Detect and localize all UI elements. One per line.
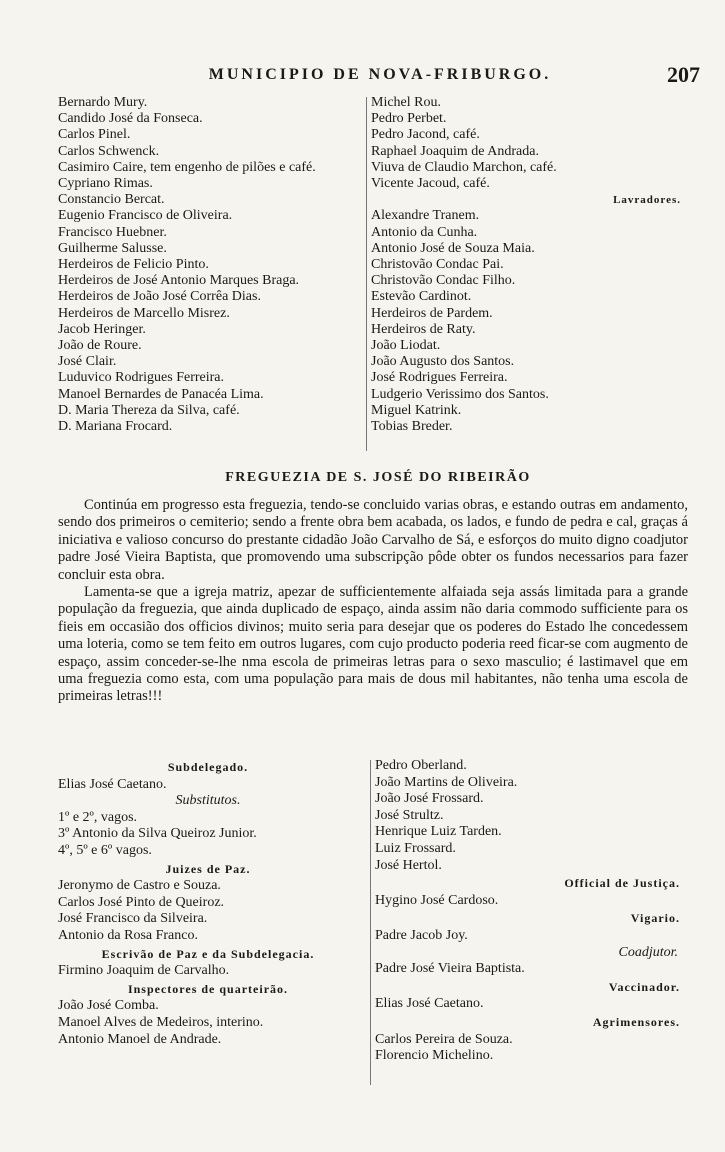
list-item: D. Mariana Frocard.: [58, 419, 173, 435]
list-item: José Clair.: [58, 354, 117, 370]
list-item: Christovão Condac Filho.: [371, 273, 516, 289]
list-item: Eugenio Francisco de Oliveira.: [58, 208, 233, 224]
list-item: Vicente Jacoud, café.: [371, 176, 490, 192]
list-item: Luduvico Rodrigues Ferreira.: [58, 370, 225, 386]
list-item: Jeronymo de Castro e Souza.: [58, 878, 221, 894]
list-item: Herdeiros de João José Corrêa Dias.: [58, 289, 261, 305]
running-header: [60, 62, 700, 92]
list-item: José Hertol.: [375, 857, 442, 873]
list-item: João Liodat.: [371, 338, 441, 354]
list-item: Luiz Frossard.: [375, 840, 456, 856]
list-item: Christovão Condac Pai.: [371, 257, 504, 273]
officials-right-column: [375, 758, 690, 1065]
inspectores-heading: Inspectores de quarteirão.: [127, 981, 289, 996]
list-item: Antonio da Rosa Franco.: [58, 927, 198, 943]
list-item: Viuva de Claudio Marchon, café.: [371, 159, 557, 175]
vaccinador-heading: Vaccinador.: [608, 979, 680, 994]
right-name-column: [371, 95, 691, 435]
coadjutor-heading: Coadjutor.: [618, 944, 678, 960]
page-title: MUNICIPIO DE NOVA-FRIBURGO.: [208, 66, 552, 83]
subdelegado-name: Elias José Caetano.: [58, 776, 167, 792]
list-item: Constancio Bercat.: [58, 192, 165, 208]
column-divider: [366, 97, 367, 451]
list-item: Michel Rou.: [371, 95, 441, 110]
list-item: Herdeiros de Raty.: [371, 321, 476, 337]
list-item: João Martins de Oliveira.: [375, 774, 518, 790]
list-item: Antonio da Cunha.: [371, 224, 478, 240]
officials-left-column: [58, 758, 358, 1048]
list-item: Pedro Jacond, café.: [371, 127, 480, 143]
list-item: Miguel Katrink.: [371, 402, 462, 418]
left-name-column: [58, 95, 363, 435]
list-item: Carlos Schwenck.: [58, 143, 160, 159]
lavradores-heading: Lavradores.: [613, 194, 681, 207]
list-item: Antonio Manoel de Andrade.: [58, 1031, 222, 1047]
juizes-heading: Juizes de Paz.: [165, 861, 251, 876]
list-item: Francisco Huebner.: [58, 224, 167, 240]
list-item: Jacob Heringer.: [58, 321, 146, 337]
list-item: 1º e 2º, vagos.: [58, 809, 138, 825]
list-item: Estevão Cardinot.: [371, 289, 472, 305]
list-item: Manoel Alves de Medeiros, interino.: [58, 1014, 264, 1030]
list-item: Carlos Pinel.: [58, 127, 131, 143]
body-text: [58, 497, 688, 706]
official-name: Hygino José Cardoso.: [375, 892, 499, 908]
list-item: D. Maria Thereza da Silva, café.: [58, 402, 240, 418]
list-item: João José Frossard.: [375, 791, 484, 807]
list-item: 4º, 5º e 6º vagos.: [58, 842, 152, 858]
vaccinador-name: Elias José Caetano.: [375, 996, 484, 1012]
list-item: Raphael Joaquim de Andrada.: [371, 143, 539, 159]
list-item: Pedro Oberland.: [375, 758, 467, 773]
list-item: Casimiro Caire, tem engenho de pilões e café.: [58, 159, 316, 175]
list-item: José Rodrigues Ferreira.: [371, 370, 508, 386]
list-item: Herdeiros de José Antonio Marques Braga.: [58, 273, 300, 289]
list-item: Herdeiros de Felicio Pinto.: [58, 257, 209, 273]
substitutos-heading: Substitutos.: [175, 793, 241, 809]
list-item: Manoel Bernardes de Panacéa Lima.: [58, 386, 264, 402]
list-item: João José Comba.: [58, 998, 159, 1014]
list-item: Bernardo Mury.: [58, 95, 148, 110]
list-item: João de Roure.: [58, 338, 142, 354]
vigario-name: Padre Jacob Joy.: [375, 927, 468, 943]
list-item: José Francisco da Silveira.: [58, 911, 208, 927]
list-item: Ludgerio Verissimo dos Santos.: [371, 386, 549, 402]
list-item: Alexandre Tranem.: [371, 208, 480, 224]
list-item: Carlos José Pinto de Queiroz.: [58, 894, 225, 910]
list-item: Herdeiros de Marcello Misrez.: [58, 305, 230, 321]
list-item: Tobias Breder.: [371, 419, 453, 435]
list-item: Carlos Pereira de Souza.: [375, 1031, 513, 1047]
list-item: João Augusto dos Santos.: [371, 354, 515, 370]
list-item: Candido José da Fonseca.: [58, 111, 203, 127]
vigario-heading: Vigario.: [630, 911, 680, 926]
list-item: Florencio Michelino.: [375, 1048, 494, 1064]
list-item: José Strultz.: [375, 807, 444, 823]
list-item: Cypriano Rimas.: [58, 176, 153, 192]
list-item: Guilherme Salusse.: [58, 240, 167, 256]
subdelegado-heading: Subdelegado.: [167, 760, 249, 774]
escrivao-name: Firmino Joaquim de Carvalho.: [58, 963, 230, 979]
page-number: 207: [667, 62, 700, 87]
section-title: FREGUEZIA DE S. JOSÉ DO RIBEIRÃO: [225, 470, 531, 485]
paragraph: Continúa em progresso esta freguezia, tendo-se concluido varias obras, e estando outras em andamento, sendo dos primeiros o cemiterio; sendo a frente obra bem acabada, os lados, e fundo de pedra e cal, graças á iniciativa e valioso concurso do prestante cidadão João Carvalho de Sá, e esforços do muito digno coadjutor padre José Vieira Baptista, que promovendo uma subscripção pôde obter os fundos necessarios para fazer concluir esta obra.: [58, 497, 688, 583]
list-item: Antonio José de Souza Maia.: [371, 240, 535, 256]
column-divider: [370, 760, 371, 1085]
agrimensores-heading: Agrimensores.: [592, 1014, 680, 1029]
escrivao-heading: Escrivão de Paz e da Subdelegacia.: [101, 946, 315, 961]
list-item: 3º Antonio da Silva Queiroz Junior.: [58, 826, 257, 842]
list-item: Henrique Luiz Tarden.: [375, 824, 502, 840]
official-heading: Official de Justiça.: [564, 876, 680, 891]
list-item: Herdeiros de Pardem.: [371, 305, 493, 321]
paragraph: Lamenta-se que a igreja matriz, apezar de sufficientemente alfaiada seja assás limitada para a grande população da freguezia, que ainda duplicado de espaço, ainda assim não daria commodo sufficiente para os fieis em occasião dos officios divinos; muito seria para desejar que os poderes do Estado lhe concedessem uma loteria, como se tem feito em outros lugares, com cujo producto poderia reed ficar-se com augmento de espaço, assim conceder-se-lhe nma escola de primeiras letras para o sexo masculio; é lastimavel que em uma freguezia como esta, com uma população para mais de dous mil habitantes, não tenha uma escola de primeiras letras!!!: [58, 584, 688, 705]
list-item: Pedro Perbet.: [371, 111, 447, 127]
coadjutor-name: Padre José Vieira Baptista.: [375, 961, 525, 977]
